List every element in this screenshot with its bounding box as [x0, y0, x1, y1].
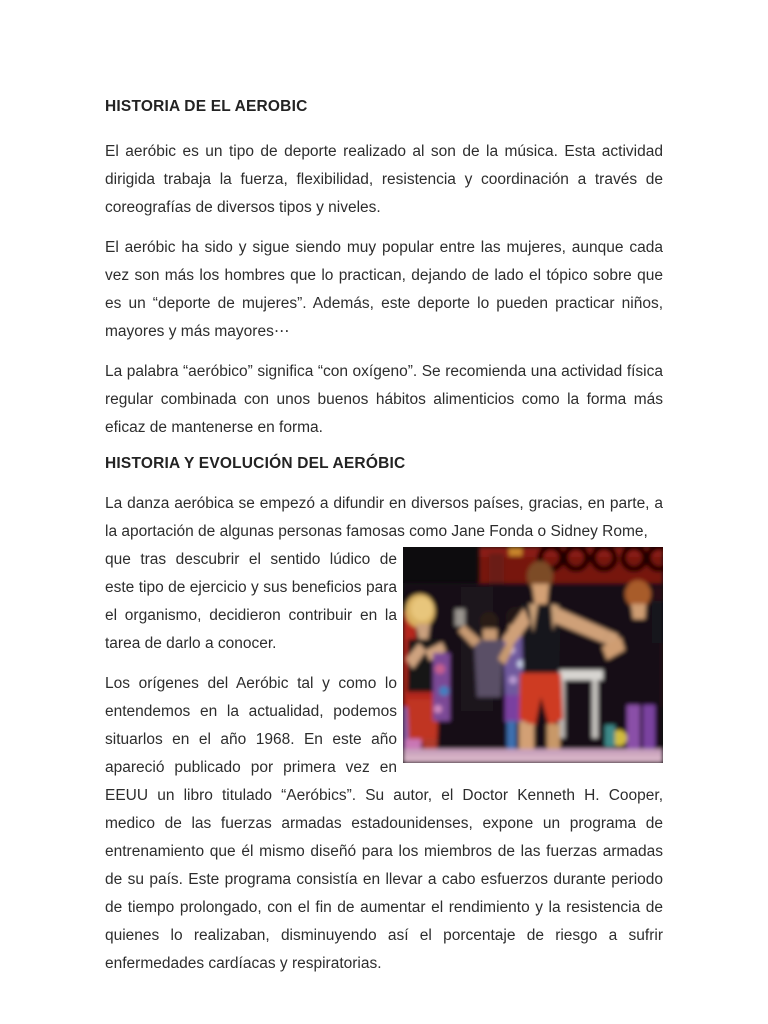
- paragraph-que-es-aerobic: El aeróbic es un tipo de deporte realizado al son de la música. Esta actividad dirigida trabaja la fuerza, flexibilidad, resistencia y coordinación a través de coreografías de diversos tipos y niveles.: [105, 143, 663, 216]
- aerobics-class-photo-graphic: [403, 547, 663, 763]
- paragraph-danza-aerobica-intro: La danza aeróbica se empezó a difundir en diversos países, gracias, en parte, a la aportación de algunas personas famosas como Jane Fonda o Sidney Rome,: [105, 495, 663, 540]
- paragraph-popularidad: El aeróbic ha sido y sigue siendo muy popular entre las mujeres, aunque cada vez son más los hombres que lo practican, dejando de lado el tópico sobre que es un “deporte de mujeres”. Además, este deporte lo pueden practicar niños, mayores y más mayores⋯: [105, 239, 663, 340]
- paragraph-definicion-aerobico: La palabra “aeróbico” significa “con oxígeno”. Se recomienda una actividad física regular combinada con unos buenos hábitos alimenticios como la forma más eficaz de mantenerse en forma.: [105, 363, 663, 436]
- heading-historia-aerobic: HISTORIA DE EL AEROBIC: [105, 98, 308, 115]
- heading-historia-evolucion: HISTORIA Y EVOLUCIÓN DEL AERÓBIC: [105, 455, 406, 472]
- paragraph-danza-aerobica-wrap: que tras descubrir el sentido lúdico de este tipo de ejercicio y sus beneficios para el organismo, decidieron contribuir en la tarea de darlo a conocer.: [105, 551, 397, 652]
- paragraph-origenes-cooper: Los orígenes del Aeróbic tal y como lo entendemos en la actualidad, podemos situarlos en el año 1968. En este año apareció publicado por primera vez en EEUU un libro titulado “Aeróbics”. Su autor, el Doctor Kenneth H. Cooper, medico de las fuerzas armadas estadounidenses, expone un programa de entrenamiento que él mismo diseñó para los miembros de las fuerzas armadas de su país. Este programa consistía en llevar a cabo esfuerzos durante periodo de tiempo prolongado, con el fin de aumentar el rendimiento y la resistencia de quienes lo realizaban, disminuyendo así el porcentaje de riesgo a sufrir enfermedades cardíacas y respiratorias.: [105, 675, 663, 972]
- text-wrap-section: [105, 546, 663, 978]
- aerobics-class-photo: [403, 547, 663, 763]
